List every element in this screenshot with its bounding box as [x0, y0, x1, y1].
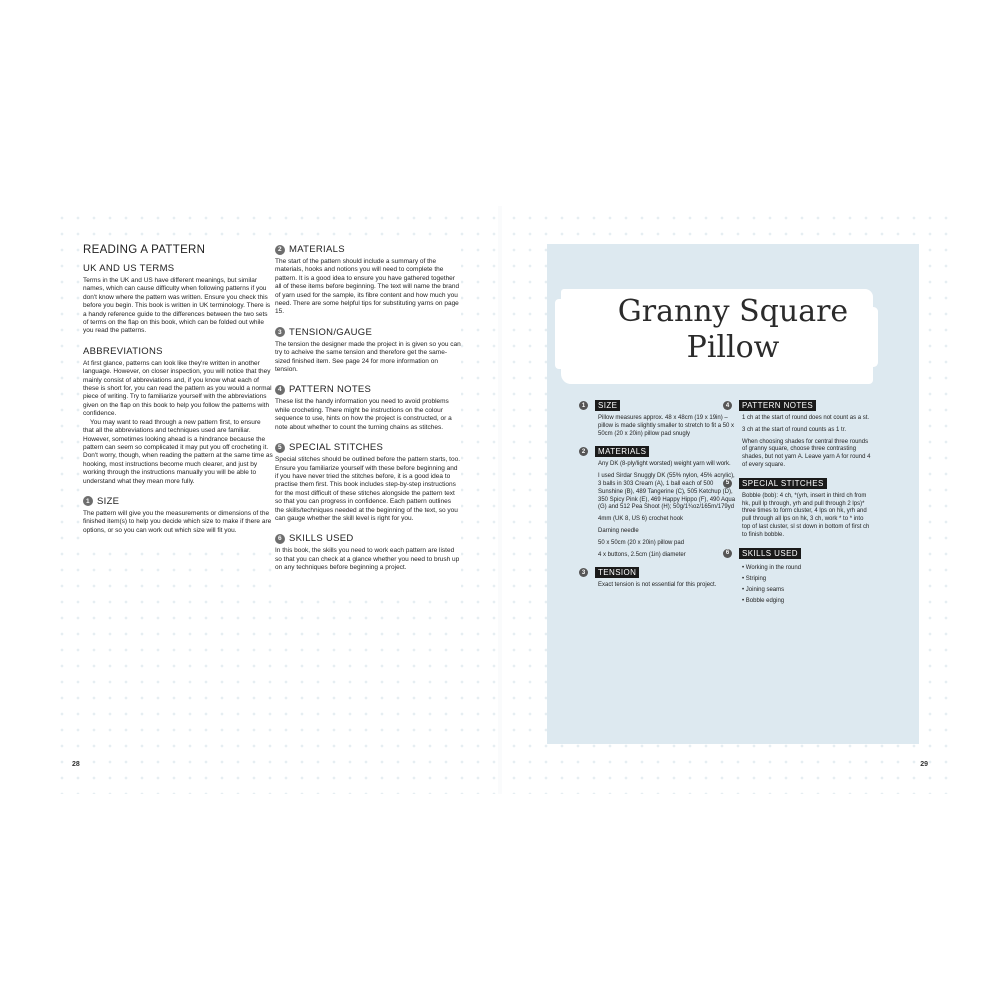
special-stitches-heading	[275, 442, 461, 453]
page-number-left: 28	[72, 761, 80, 768]
number-badge: 4	[275, 385, 285, 395]
number-badge: 5	[723, 479, 732, 488]
number-badge: 2	[579, 447, 588, 456]
pattern-title-line-2: Pillow	[686, 330, 780, 365]
materials-buttons: 4 x buttons, 2.5cm (1in) diameter	[598, 551, 686, 558]
materials-yarn-details: I used Sirdar Snuggly DK (55% nylon, 45% acrylic), 3 balls in 303 Cream (A), 1 ball each of 500 Sunshine (B), 489 Tangerine (C), 505 Ketchup (D), 350 Spicy Pink (E), 469 Happy Hippo (F), 490 Aqua (G) and 512 Pea Shoot (H); 50g/1¾oz/165m/179yd	[598, 473, 736, 511]
left-column-2	[275, 244, 461, 589]
number-badge: 1	[579, 401, 588, 410]
list-item: • Joining seams	[742, 585, 873, 596]
uk-us-terms-text: Terms in the UK and US have different meanings, but similar names, which can cause difficulty when following patterns if you don't know where the pattern was written. Ensure you check this before you begin. This book is written in UK terminology. There is a handy reference guide to the differences between the two sets of terms on the flap on this book, which can be folded out while you read the patterns.	[83, 277, 271, 335]
pattern-title-line-1: Granny Square	[617, 294, 849, 329]
materials-label-row	[579, 446, 739, 457]
size-heading	[83, 496, 273, 507]
pattern-notes-3: When choosing shades for central three rounds of granny square, choose three contrasting shades, but not yarn A. Leave yarn A for round 4 of every square.	[742, 438, 871, 468]
book-spread	[50, 206, 950, 794]
left-page	[50, 206, 498, 794]
skills-used-heading-label: SKILLS USED	[289, 533, 354, 545]
size-body: Pillow measures approx. 48 x 48cm (19 x 19in) – pillow is made slightly smaller to stretch to fit a 50 x 50cm (20 x 20in) pillow pad snugly	[598, 415, 735, 437]
number-badge: 3	[579, 568, 588, 577]
skills-used-label: SKILLS USED	[739, 548, 801, 559]
special-stitches-label-row	[723, 478, 873, 489]
page-title: READING A PATTERN	[83, 244, 206, 256]
right-page	[502, 206, 950, 794]
abbreviations-heading: ABBREVIATIONS	[83, 345, 163, 357]
size-text: The pattern will give you the measurements or dimensions of the finished item(s) to help you decide which size to make if there are options, or so you can work out which size will fit you.	[83, 509, 272, 534]
materials-hook: 4mm (UK 8, US 6) crochet hook	[598, 516, 684, 523]
number-badge: 6	[275, 534, 285, 544]
special-stitches-heading-label: SPECIAL STITCHES	[289, 442, 384, 454]
uk-us-terms-heading: UK AND US TERMS	[83, 263, 175, 274]
skills-used-section	[723, 548, 873, 607]
abbreviations-text-1: At first glance, patterns can look like they're written in another language. However, on closer inspection, you will notice that they mainly consist of abbreviations and, if you know what each of these is short for, you can read the pattern as you would a normal piece of writing. Try to familiarize yourself with the abbreviations given on the flap on this book to help you follow the patterns with confidence.	[83, 359, 272, 418]
materials-label: MATERIALS	[595, 446, 649, 457]
page-number-right: 29	[920, 761, 928, 768]
list-item: • Striping	[742, 574, 873, 585]
abbreviations-text-2: You may want to read through a new pattern first, to ensure that all the abbreviations and techniques used are familiar. However, sometimes looking ahead is a hindrance because the pattern can seem so complicated it may put you off crocheting it. Don't worry, though, when reading the pattern at the same time as hooking, most instructions become much clearer, and just by working through the instructions manually you will be able to understand what they mean more fully.	[83, 418, 273, 485]
pattern-notes-label: PATTERN NOTES	[739, 400, 816, 411]
left-column-1	[83, 244, 273, 551]
skills-used-text: In this book, the skills you need to work each pattern are listed so that you can check at a glance whether you need to brush up on any techniques before beginning a project.	[275, 547, 460, 572]
pattern-notes-heading-label: PATTERN NOTES	[289, 384, 372, 396]
pattern-column-2	[723, 400, 873, 615]
special-stitches-text: Special stitches should be outlined before the pattern starts, too. Ensure you familiarize yourself with these before beginning and if you have never tried the stitches before, it is a good idea to practise them first. This book includes step-by-step instructions for the most difficult of these stitches alongside the pattern text so that you can progress in confidence. Each pattern outlines the skills/techniques needed at the beginning of the text, so you can gauge whether the skill level is right for you.	[275, 456, 461, 522]
pattern-notes-section	[723, 400, 873, 470]
pattern-panel	[547, 244, 919, 744]
size-heading-label: SIZE	[97, 495, 120, 507]
pattern-notes-label-row	[723, 400, 873, 411]
number-badge: 3	[275, 327, 285, 337]
special-stitches-label: SPECIAL STITCHES	[739, 478, 827, 489]
pattern-title	[547, 294, 919, 366]
pattern-notes-text: These list the handy information you need to avoid problems while crocheting. There might be instructions on the colour sequence to use, hints on how the project is constructed, or a note about whether to count the turning chains as stitches.	[275, 398, 452, 431]
list-item: • Working in the round	[742, 563, 873, 574]
tension-label: TENSION	[595, 567, 639, 578]
pattern-notes-heading	[275, 384, 461, 395]
size-section	[579, 400, 739, 438]
tension-heading	[275, 327, 461, 338]
number-badge: 5	[275, 443, 285, 453]
tension-text: The tension the designer made the project in is given so you can try to acheive the same tension and therefore get the same-sized finished item. See page 24 for more information on tension.	[275, 340, 461, 374]
materials-yarn-weight: Any DK (8-ply/light worsted) weight yarn will work.	[598, 461, 731, 468]
skills-used-label-row	[723, 548, 873, 559]
tension-body: Exact tension is not essential for this project.	[598, 582, 717, 589]
materials-needle: Darning needle	[598, 527, 639, 534]
number-badge: 6	[723, 549, 732, 558]
materials-heading	[275, 244, 461, 255]
materials-heading-label: MATERIALS	[289, 244, 345, 255]
number-badge: 2	[275, 245, 285, 255]
pattern-notes-2: 3 ch at the start of round counts as 1 tr.	[742, 426, 847, 433]
skills-list	[723, 563, 873, 607]
size-label: SIZE	[595, 400, 620, 411]
pattern-column-1	[579, 400, 739, 598]
skills-used-heading	[275, 533, 461, 544]
materials-pillow-pad: 50 x 50cm (20 x 20in) pillow pad	[598, 539, 685, 546]
tension-label-row	[579, 567, 739, 578]
tension-section	[579, 567, 739, 590]
special-stitches-body: Bobble (bob): 4 ch, *(yrh, insert in third ch from hk, pull lp through, yrh and pull through 2 lps)* three times to form cluster, 4 lps on hk, yrh and pull through all lps on hk, 3 ch, work * to * into top of last cluster, sl st down in bottom of first ch to finish bobble.	[742, 492, 870, 538]
list-item: • Bobble edging	[742, 596, 873, 607]
number-badge: 1	[83, 496, 93, 506]
tension-heading-label: TENSION/GAUGE	[289, 326, 373, 338]
size-label-row	[579, 400, 739, 411]
pattern-notes-1: 1 ch at the start of round does not count as a st.	[742, 415, 870, 421]
number-badge: 4	[723, 401, 732, 410]
special-stitches-section	[723, 478, 873, 540]
materials-section	[579, 446, 739, 559]
materials-text: The start of the pattern should include a summary of the materials, hooks and notions you will need to complete the pattern. It is a good idea to ensure you have gathered together all of these items before beginning. The text will name the brand of yarn used for the sample, its fibre content and how much you need. There are some helpful tips for substituting yarns on page 15.	[275, 258, 460, 316]
